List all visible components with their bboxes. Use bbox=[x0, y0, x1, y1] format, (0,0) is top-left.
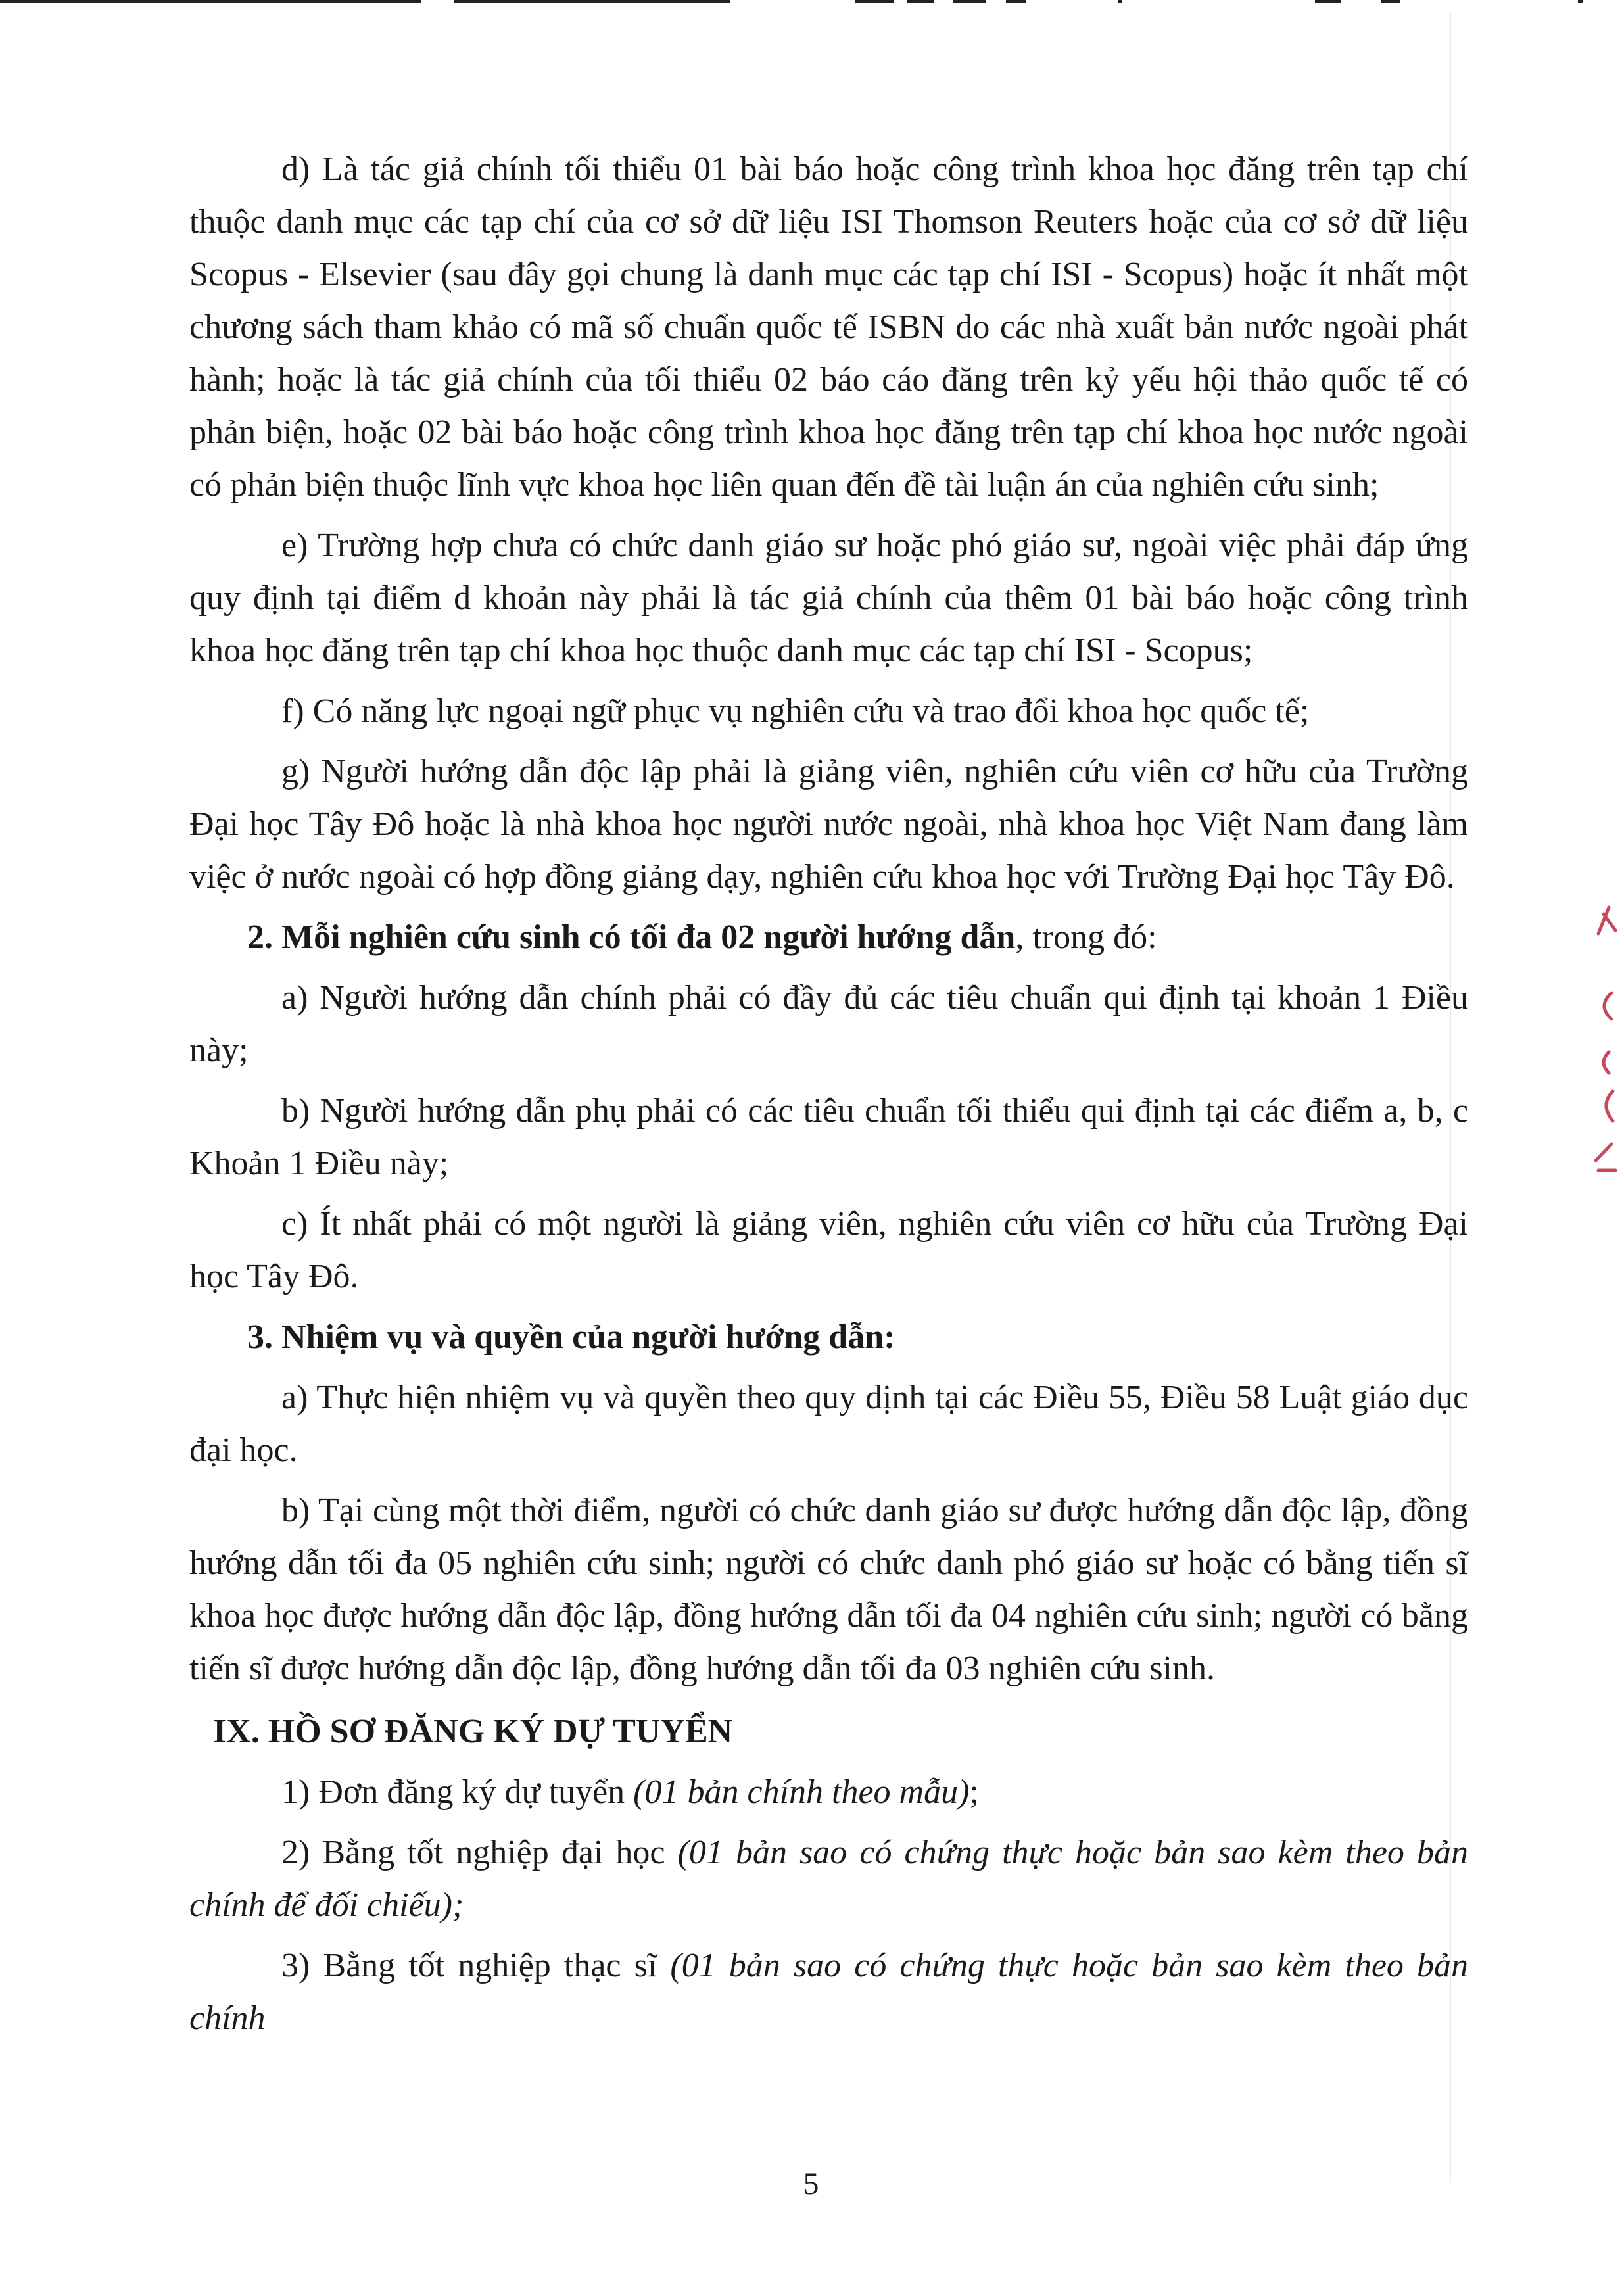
section-2-item-b: b) Người hướng dẫn phụ phải có các tiêu chuẩn tối thiểu qui định tại các điểm a, b, c Khoản 1 Điều này; bbox=[189, 1092, 1468, 1182]
document-body bbox=[189, 143, 1468, 2045]
section-ix-heading: IX. HỒ SƠ ĐĂNG KÝ DỰ TUYỂN bbox=[213, 1713, 733, 1750]
item-e: e) Trường hợp chưa có chức danh giáo sư hoặc phó giáo sư, ngoài việc phải đáp ứng quy định tại điểm d khoản này phải là tác giả chính của thêm 01 bài báo hoặc công trình khoa học đăng trên tạp chí khoa học thuộc danh mục các tạp chí ISI - Scopus; bbox=[189, 527, 1468, 669]
section-ix-item-3 bbox=[189, 1940, 1468, 2045]
section-2-item-c: c) Ít nhất phải có một người là giảng viên, nghiên cứu viên cơ hữu của Trường Đại học Tây Đô. bbox=[189, 1205, 1468, 1295]
section-ix-item-2 bbox=[189, 1827, 1468, 1932]
section-2-item-a: a) Người hướng dẫn chính phải có đầy đủ các tiêu chuẩn qui định tại khoản 1 Điều này; bbox=[189, 979, 1468, 1069]
page-number: 5 bbox=[803, 2166, 819, 2201]
section-2-heading-bold: 2. Mỗi nghiên cứu sinh có tối đa 02 người hướng dẫn bbox=[247, 919, 1016, 956]
item-1-text: 1) Đơn đăng ký dự tuyển bbox=[281, 1773, 634, 1811]
item-1-end: ; bbox=[969, 1773, 979, 1811]
item-1-note: (01 bản chính theo mẫu) bbox=[633, 1773, 970, 1811]
item-2-note: (01 bản sao có chứng thực hoặc bản sao kèm theo bản chính để đối chiếu); bbox=[189, 1834, 1468, 1924]
section-2-heading bbox=[189, 911, 1468, 964]
scan-top-marks bbox=[0, 0, 1622, 9]
red-seal-fragment bbox=[1589, 894, 1619, 1184]
section-2-heading-rest: , trong đó: bbox=[1015, 919, 1157, 956]
item-f: f) Có năng lực ngoại ngữ phục vụ nghiên cứu và trao đổi khoa học quốc tế; bbox=[281, 692, 1310, 730]
section-ix-item-1 bbox=[189, 1766, 1468, 1819]
item-2-text: 2) Bằng tốt nghiệp đại học bbox=[281, 1834, 678, 1871]
item-3-note: (01 bản sao có chứng thực hoặc bản sao kèm theo bản chính bbox=[189, 1947, 1468, 2037]
section-3-heading: 3. Nhiệm vụ và quyền của người hướng dẫn: bbox=[247, 1318, 895, 1356]
item-3-text: 3) Bằng tốt nghiệp thạc sĩ bbox=[281, 1947, 671, 1984]
item-g: g) Người hướng dẫn độc lập phải là giảng viên, nghiên cứu viên cơ hữu của Trường Đại học Tây Đô hoặc là nhà khoa học người nước ngoài, nhà khoa học Việt Nam đang làm việc ở nước ngoài có hợp đồng giảng dạy, nghiên cứu khoa học với Trường Đại học Tây Đô. bbox=[189, 753, 1468, 896]
section-3-item-b: b) Tại cùng một thời điểm, người có chức danh giáo sư được hướng dẫn độc lập, đồng hướng dẫn tối đa 05 nghiên cứu sinh; người có chức danh phó giáo sư hoặc có bằng tiến sĩ khoa học được hướng dẫn độc lập, đồng hướng dẫn tối đa 04 nghiên cứu sinh; người có bằng tiến sĩ được hướng dẫn độc lập, đồng hướng dẫn tối đa 03 nghiên cứu sinh. bbox=[189, 1492, 1468, 1687]
item-d: d) Là tác giả chính tối thiểu 01 bài báo hoặc công trình khoa học đăng trên tạp chí thuộc danh mục các tạp chí của cơ sở dữ liệu ISI Thomson Reuters hoặc của cơ sở dữ liệu Scopus - Elsevier (sau đây gọi chung là danh mục các tạp chí ISI - Scopus) hoặc ít nhất một chương sách tham khảo có mã số chuẩn quốc tế ISBN do các nhà xuất bản nước ngoài phát hành; hoặc là tác giả chính của tối thiểu 02 báo cáo đăng trên kỷ yếu hội thảo quốc tế có phản biện, hoặc 02 bài báo hoặc công trình khoa học đăng trên tạp chí khoa học nước ngoài có phản biện thuộc lĩnh vực khoa học liên quan đến đề tài luận án của nghiên cứu sinh; bbox=[189, 151, 1468, 504]
section-3-item-a: a) Thực hiện nhiệm vụ và quyền theo quy dịnh tại các Điều 55, Điều 58 Luật giáo dục đại học. bbox=[189, 1379, 1468, 1469]
